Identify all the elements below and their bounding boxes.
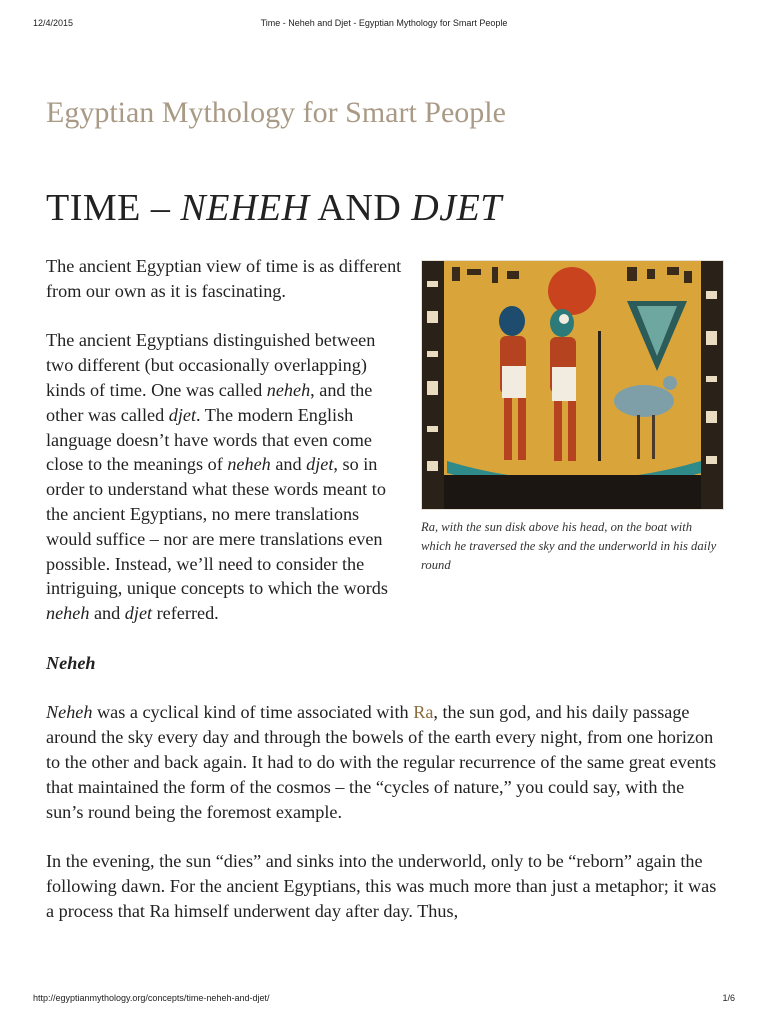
title-djet: DJET — [411, 187, 502, 229]
term-djet: djet — [168, 404, 196, 425]
section-heading-neheh: Neheh — [46, 652, 96, 673]
print-url: http://egyptianmythology.org/concepts/time-neheh-and-djet/ — [33, 993, 270, 1003]
figure-caption: Ra, with the sun disk above his head, on the boat with which he traversed the sky and the underworld in his daily round — [421, 520, 717, 572]
text-run: and — [270, 454, 307, 475]
term-djet: djet — [124, 603, 153, 624]
site-title[interactable]: Egyptian Mythology for Smart People — [46, 96, 506, 129]
title-part: AND — [309, 187, 412, 229]
text-run: was a cyclical kind of time associated with — [92, 702, 414, 723]
paragraph-evening: In the evening, the sun “dies” and sinks into the underworld, only to be “reborn” again the following dawn. For the ancient Egyptians, this was much more than just a metaphor; it was a process that Ra himself underwent day after day. Thus, — [46, 851, 717, 921]
text-run: , and the other was called — [46, 379, 373, 425]
term-djet: djet — [306, 454, 334, 475]
term-neheh: Neheh — [46, 702, 93, 723]
term-neheh: neheh — [46, 603, 90, 624]
paragraph-neheh — [46, 700, 726, 824]
term-neheh: neheh — [227, 454, 271, 475]
text-run: , the sun god, and his daily passage around the sky every day and through the bowels of the earth every night, from one horizon to the other and back again. It had to do with the regular recurrence of the same great events that maintained the form of the cosmos – the “cycles of nature,” you could say, with the sun’s round being the foremost example. — [46, 702, 717, 822]
print-date: 12/4/2015 — [33, 18, 74, 28]
title-neheh: NEHEH — [180, 187, 310, 229]
text-run: , so in order to understand what these words meant to the ancient Egyptians, no mere translations would suffice – nor are mere translations even possible. Instead, we’ll need to consider the intriguing, unique concepts to which the words — [46, 454, 388, 599]
title-part: TIME – — [46, 187, 181, 229]
paragraph-intro: The ancient Egyptian view of time is as different from our own as it is fascinating. — [46, 256, 402, 301]
text-run: The ancient Egyptians distinguished between two different (but occasionally overlapping) kinds of time. One was called — [46, 330, 376, 400]
figure — [421, 260, 724, 575]
article-body — [46, 254, 726, 948]
print-page-title: Time - Neheh and Djet - Egyptian Mythology for Smart People — [260, 18, 508, 28]
text-run: and — [89, 603, 125, 624]
text-run: referred. — [152, 603, 219, 624]
term-neheh: neheh — [266, 379, 311, 400]
print-page-number: 1/6 — [722, 993, 735, 1003]
ra-link[interactable]: Ra — [413, 702, 434, 723]
text-run: . The modern English language doesn’t have words that even come close to the meanings of — [46, 404, 372, 475]
page-title — [46, 186, 502, 230]
ra-boat-image — [421, 260, 724, 510]
